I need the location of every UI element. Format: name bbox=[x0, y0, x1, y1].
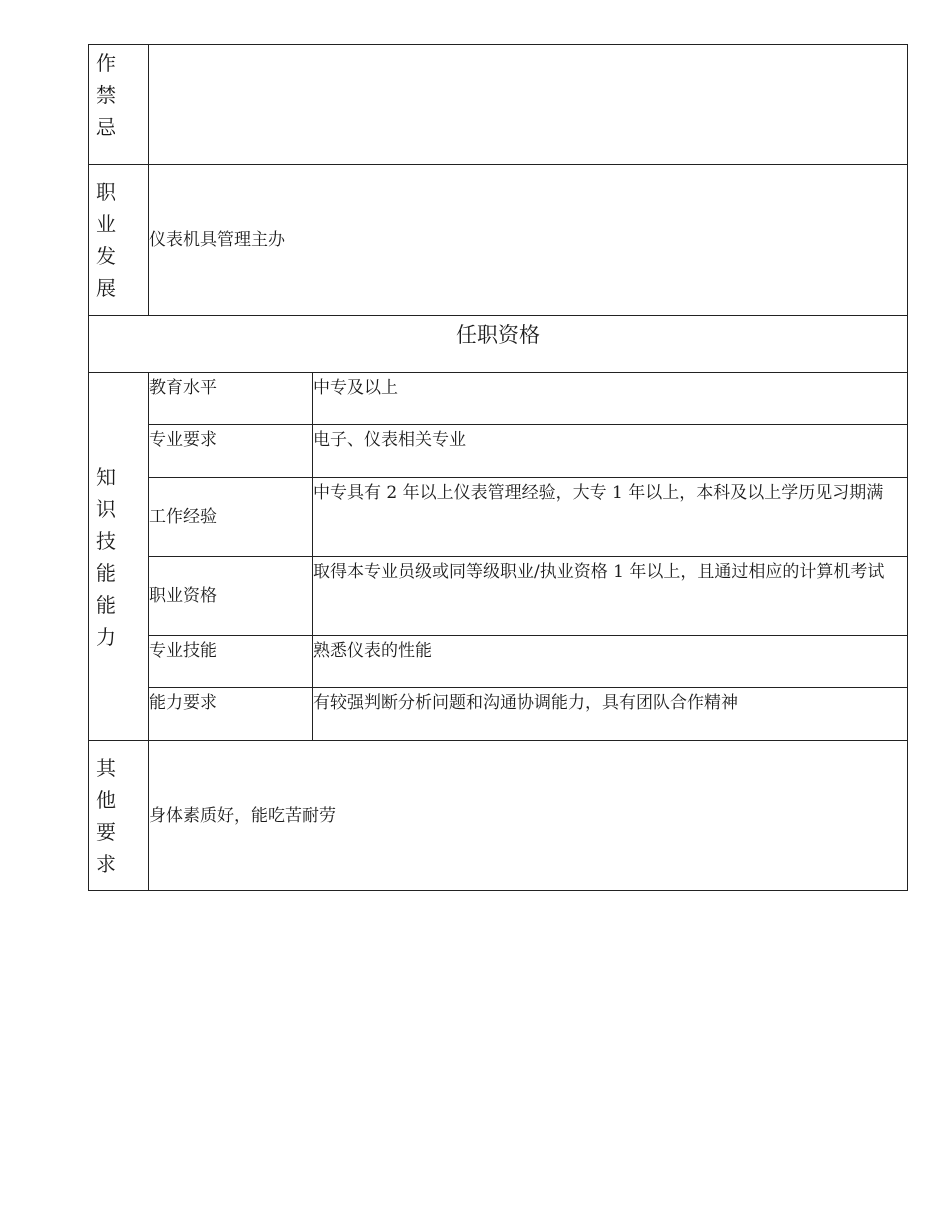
job-description-table bbox=[88, 44, 908, 891]
label-char: 能 bbox=[96, 592, 116, 617]
label-char: 职 bbox=[96, 180, 116, 204]
label-char: 他 bbox=[96, 787, 116, 812]
other-requirements-content: 身体素质好，能吃苦耐劳 bbox=[149, 741, 908, 891]
row-qualifications-header bbox=[89, 316, 908, 373]
job-description-table-page bbox=[88, 44, 907, 891]
professional-skills-label: 专业技能 bbox=[149, 636, 313, 688]
ability-requirement-value: 有较强判断分析问题和沟通协调能力，具有团队合作精神 bbox=[313, 688, 908, 741]
certification-value: 取得本专业员级或同等级职业/执业资格 1 年以上，且通过相应的计算机考试 bbox=[313, 557, 908, 636]
label-char: 禁 bbox=[96, 83, 116, 107]
label-char: 业 bbox=[96, 212, 116, 236]
label-char: 能 bbox=[96, 560, 116, 585]
knowledge-row-certification bbox=[89, 557, 908, 636]
label-char: 发 bbox=[96, 244, 116, 268]
taboos-label bbox=[89, 45, 149, 165]
label-char: 作 bbox=[96, 51, 116, 75]
label-char: 展 bbox=[96, 276, 116, 300]
career-label bbox=[89, 165, 149, 316]
education-level-label: 教育水平 bbox=[149, 373, 313, 425]
other-requirements-label bbox=[89, 741, 149, 891]
label-char: 忌 bbox=[96, 115, 116, 139]
qualifications-header: 任职资格 bbox=[89, 316, 908, 373]
label-char: 技 bbox=[96, 528, 116, 553]
career-content: 仪表机具管理主办 bbox=[149, 165, 908, 316]
label-char: 要 bbox=[96, 819, 116, 844]
knowledge-row-experience bbox=[89, 478, 908, 557]
label-char: 求 bbox=[96, 851, 116, 876]
major-requirement-label: 专业要求 bbox=[149, 425, 313, 478]
work-experience-value: 中专具有 2 年以上仪表管理经验，大专 1 年以上，本科及以上学历见习期满 bbox=[313, 478, 908, 557]
ability-requirement-label: 能力要求 bbox=[149, 688, 313, 741]
knowledge-row-major bbox=[89, 425, 908, 478]
certification-label: 职业资格 bbox=[149, 557, 313, 636]
work-experience-label: 工作经验 bbox=[149, 478, 313, 557]
label-char: 知 bbox=[96, 464, 116, 489]
taboos-content bbox=[149, 45, 908, 165]
professional-skills-value: 熟悉仪表的性能 bbox=[313, 636, 908, 688]
knowledge-row-ability bbox=[89, 688, 908, 741]
knowledge-row-skills bbox=[89, 636, 908, 688]
label-char: 力 bbox=[96, 624, 116, 649]
label-char: 识 bbox=[96, 496, 116, 521]
row-other-requirements bbox=[89, 741, 908, 891]
knowledge-label bbox=[89, 373, 149, 741]
label-char: 其 bbox=[96, 755, 116, 780]
knowledge-row-education bbox=[89, 373, 908, 425]
major-requirement-value: 电子、仪表相关专业 bbox=[313, 425, 908, 478]
row-career bbox=[89, 165, 908, 316]
row-taboos bbox=[89, 45, 908, 165]
education-level-value: 中专及以上 bbox=[313, 373, 908, 425]
